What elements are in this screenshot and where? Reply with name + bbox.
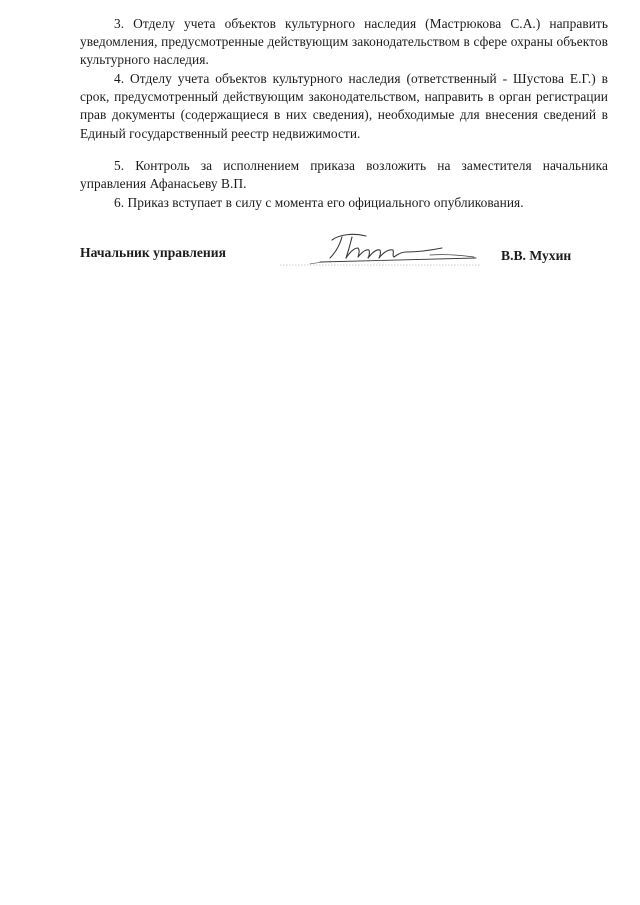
handwritten-signature [280,228,480,270]
paragraph-item-6: 6. Приказ вступает в силу с момента его официального опубликования. [114,195,524,210]
paragraph-item-3: 3. Отделу учета объектов культурного наследия (Мастрюкова С.А.) направить уведомления, предусмотренные действующим законодательством в сфере охраны объектов культурного наследия. [80,16,608,68]
paragraph-item-5: 5. Контроль за исполнением приказа возложить на заместителя начальника управления Афанасьеву В.П. [80,158,608,192]
signer-position-title: Начальник управления [80,245,226,260]
signer-name: В.В. Мухин [501,248,572,263]
paragraph-item-4: 4. Отделу учета объектов культурного наследия (ответственный - Шустова Е.Г.) в срок, предусмотренный действующим законодательством, направить в орган регистрации прав документы (содержащиеся в них сведения), необходимые для внесения сведений в Единый государственный реестр недвижимости. [80,71,608,141]
